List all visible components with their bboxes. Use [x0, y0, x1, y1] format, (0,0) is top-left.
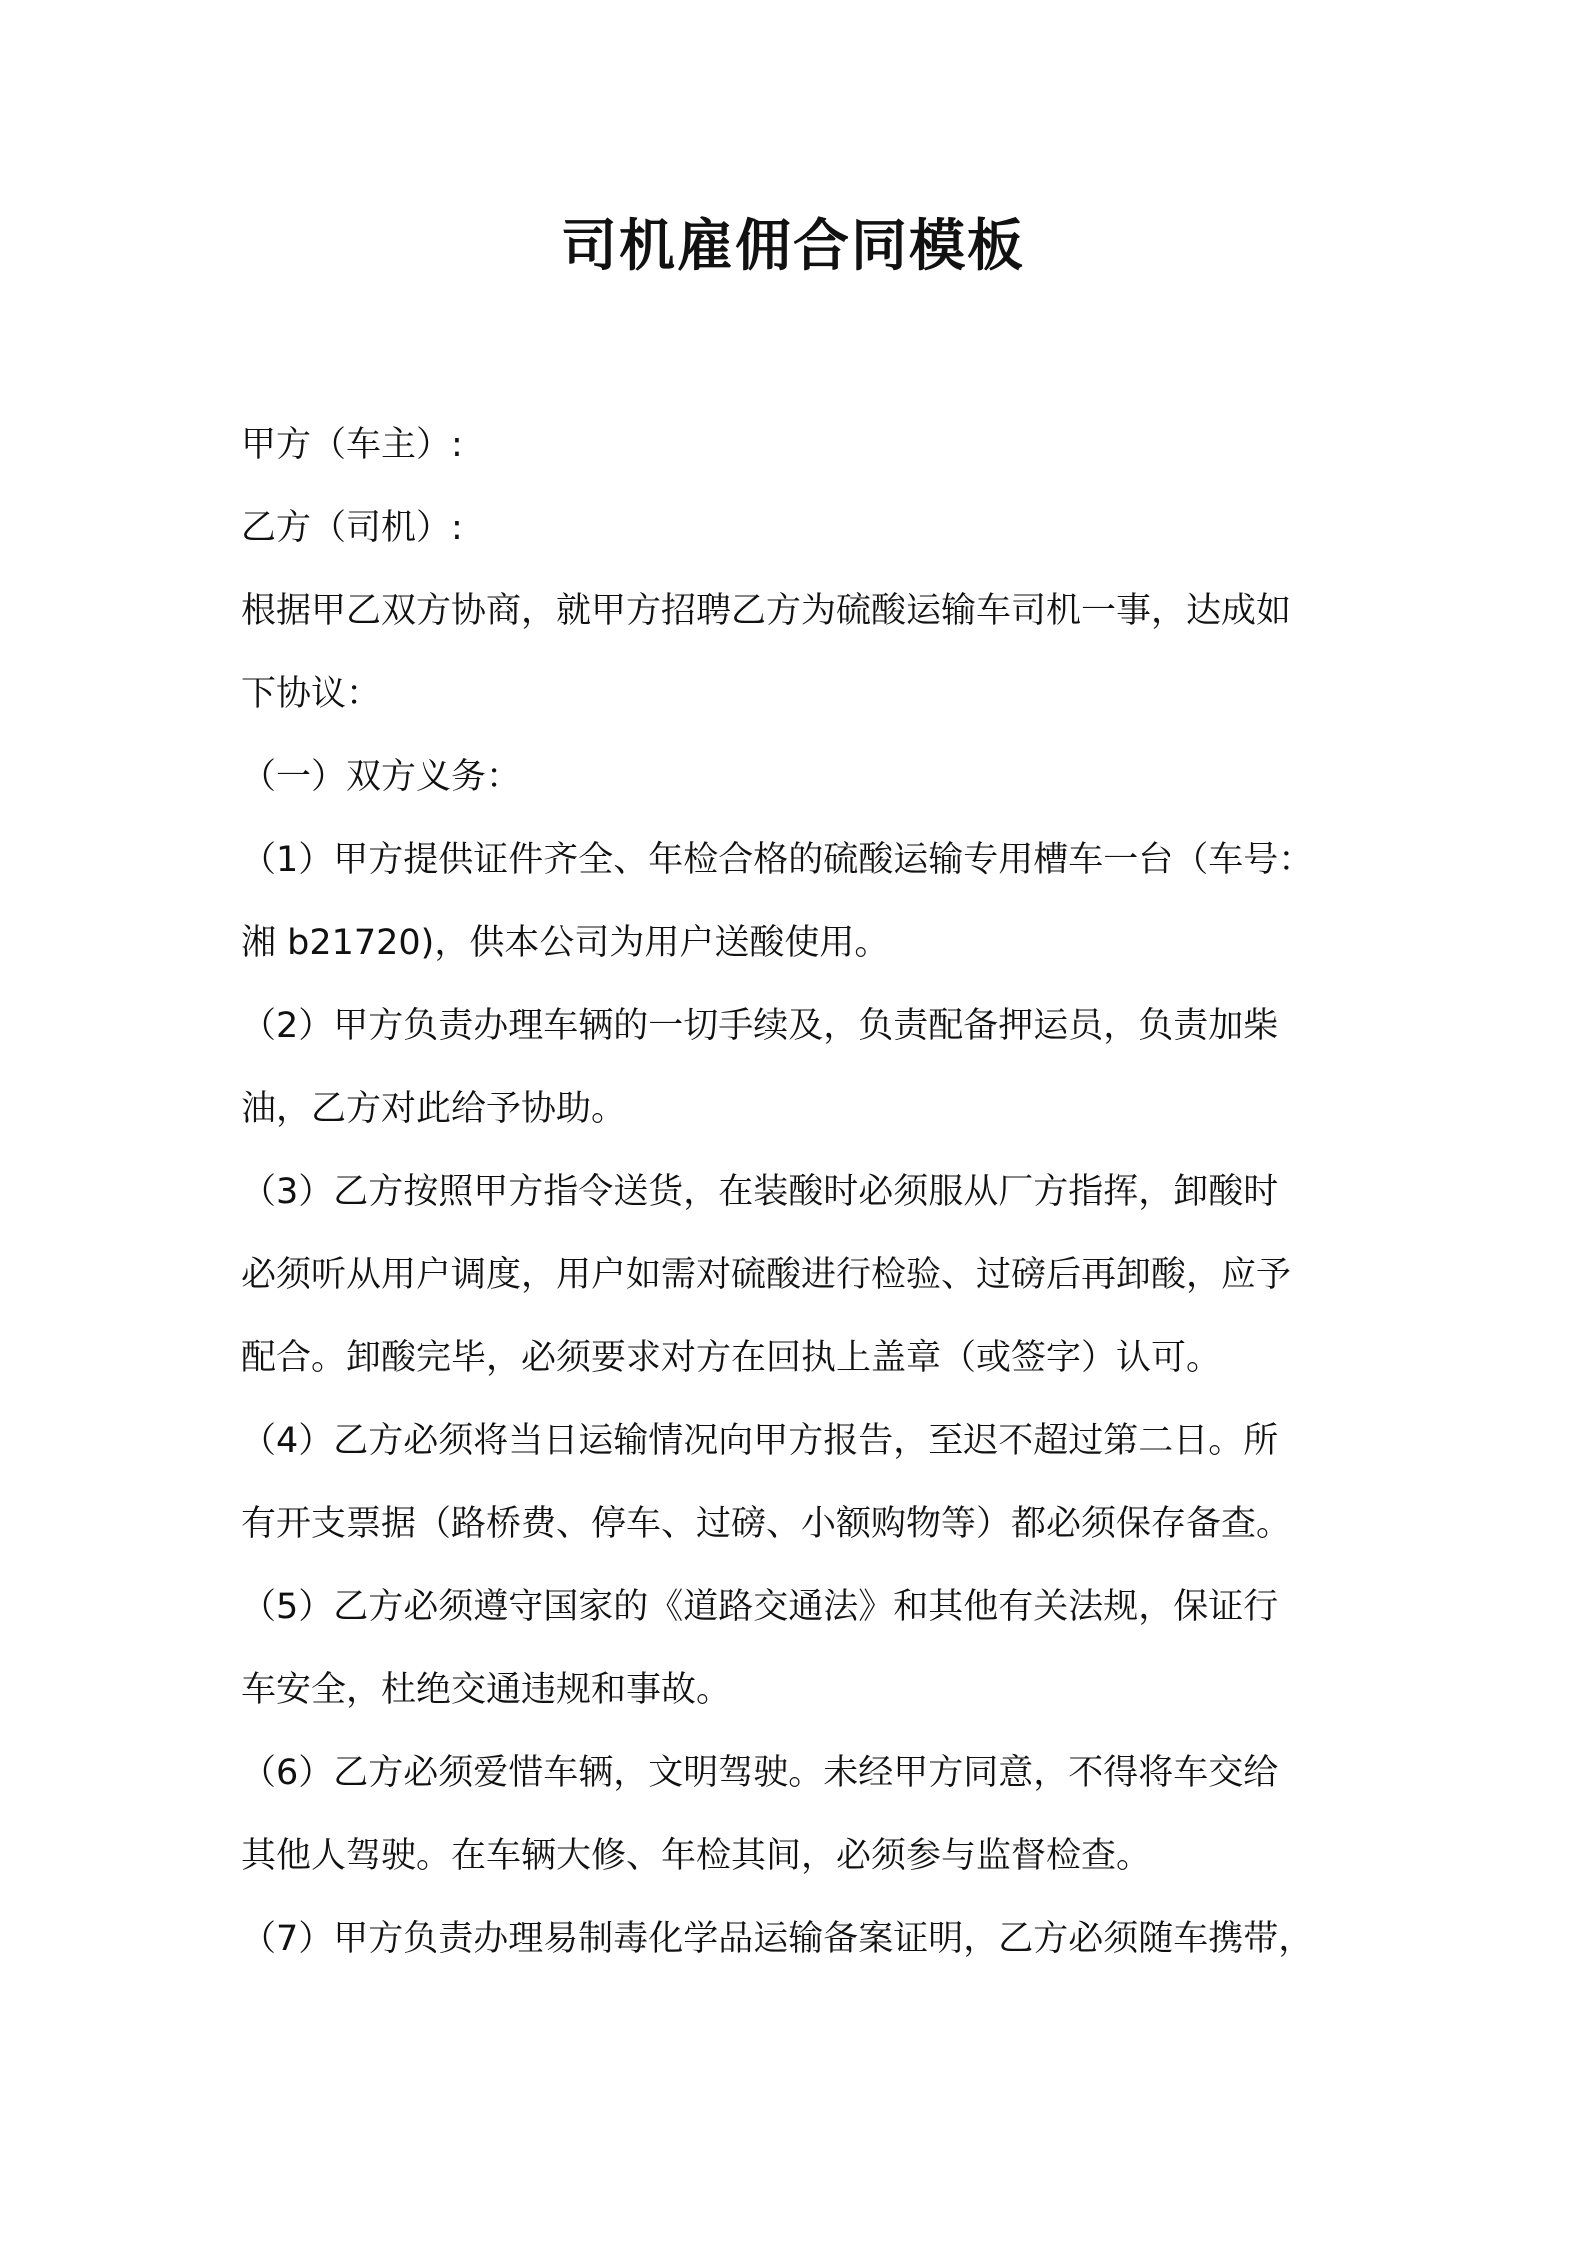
clause-3-line-1: （3）乙方按照甲方指令送货，在装酸时必须服从厂方指挥，卸酸时: [241, 1172, 1279, 1212]
document-title: 司机雇佣合同模板: [561, 214, 1025, 279]
party-a-line: 甲方（车主）:: [241, 425, 463, 465]
clause-6-line-1: （6）乙方必须爱惜车辆，文明驾驶。未经甲方同意，不得将车交给: [241, 1753, 1279, 1793]
clause-5-line-1: （5）乙方必须遵守国家的《道路交通法》和其他有关法规，保证行: [241, 1587, 1279, 1627]
party-b-line: 乙方（司机）:: [241, 508, 463, 548]
clause-1-line-1: （1）甲方提供证件齐全、年检合格的硫酸运输专用槽车一台（车号：: [241, 840, 1314, 880]
clause-2-line-2: 油，乙方对此给予协助。: [241, 1089, 627, 1129]
clause-7-line-1: （7）甲方负责办理易制毒化学品运输备案证明，乙方必须随车携带，: [241, 1919, 1314, 1959]
intro-line-2: 下协议：: [241, 674, 382, 714]
clause-4-line-2: 有开支票据（路桥费、停车、过磅、小额购物等）都必须保存备查。: [241, 1504, 1292, 1544]
clause-6-line-2: 其他人驾驶。在车辆大修、年检其间，必须参与监督检查。: [241, 1836, 1152, 1876]
clause-2-line-1: （2）甲方负责办理车辆的一切手续及，负责配备押运员，负责加柴: [241, 1006, 1279, 1046]
intro-line-1: 根据甲乙双方协商，就甲方招聘乙方为硫酸运输车司机一事，达成如: [241, 591, 1292, 631]
clause-3-line-2: 必须听从用户调度，用户如需对硫酸进行检验、过磅后再卸酸，应予: [241, 1255, 1292, 1295]
clause-5-line-2: 车安全，杜绝交通违规和事故。: [241, 1670, 732, 1710]
clause-1-line-2: 湘 b21720)，供本公司为用户送酸使用。: [241, 923, 890, 963]
clause-4-line-1: （4）乙方必须将当日运输情况向甲方报告，至迟不超过第二日。所: [241, 1421, 1279, 1461]
section-heading-obligations: （一）双方义务：: [241, 757, 522, 797]
document-body: [241, 404, 1361, 1981]
clause-3-line-3: 配合。卸酸完毕，必须要求对方在回执上盖章（或签字）认可。: [241, 1338, 1222, 1378]
